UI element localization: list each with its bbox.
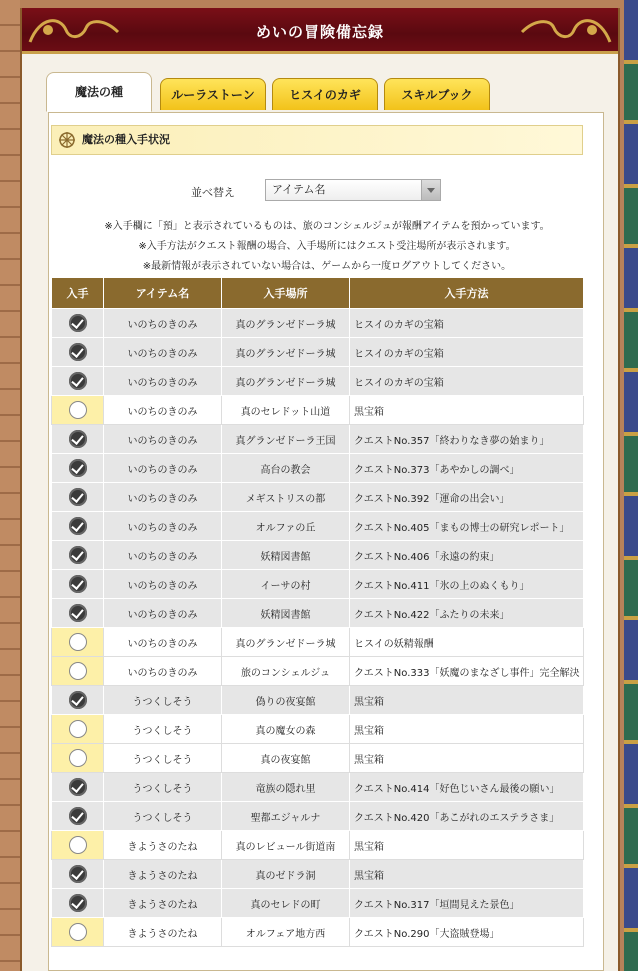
item-cell: いのちのきのみ [104,425,222,454]
place-cell: 聖都エジャルナ [222,802,350,831]
item-cell: いのちのきのみ [104,367,222,396]
tab-magic-seeds[interactable]: 魔法の種 [46,72,152,112]
item-cell: うつくしそう [104,715,222,744]
place-cell: 妖精図書館 [222,599,350,628]
header-item: アイテム名 [104,278,222,309]
place-cell: 竜族の隠れ里 [222,773,350,802]
table-row [52,918,584,947]
obtained-cell [52,628,104,657]
check-obtained-icon [69,894,87,912]
obtained-cell [52,918,104,947]
method-cell: 黒宝箱 [350,744,584,773]
method-cell: クエストNo.392「運命の出会い」 [350,483,584,512]
item-cell: きようさのたね [104,831,222,860]
sort-select[interactable] [265,179,441,201]
table-row [52,831,584,860]
item-cell: いのちのきのみ [104,309,222,338]
item-cell: うつくしそう [104,802,222,831]
table-row [52,309,584,338]
item-cell: いのちのきのみ [104,657,222,686]
place-cell: 妖精図書館 [222,541,350,570]
obtained-cell [52,570,104,599]
place-cell: 真のゼドラ洞 [222,860,350,889]
check-obtained-icon [69,372,87,390]
table-row [52,367,584,396]
check-obtained-icon [69,314,87,332]
check-obtained-icon [69,546,87,564]
table-row [52,396,584,425]
place-cell: 真の夜宴館 [222,744,350,773]
method-cell: クエストNo.290「大盗賊登場」 [350,918,584,947]
method-cell: クエストNo.414「好色じいさん最後の願い」 [350,773,584,802]
window-title: めいの冒険備忘録 [255,23,384,41]
table-row [52,802,584,831]
method-cell: クエストNo.406「永遠の約束」 [350,541,584,570]
ornament-right-icon [518,12,614,48]
empty-circle-icon [69,401,87,419]
place-cell: オルファの丘 [222,512,350,541]
item-cell: うつくしそう [104,744,222,773]
obtained-cell [52,541,104,570]
place-cell: 真の魔女の森 [222,715,350,744]
check-obtained-icon [69,488,87,506]
title-bar [22,8,618,54]
tab-bar [46,70,606,110]
check-obtained-icon [69,575,87,593]
check-obtained-icon [69,865,87,883]
check-obtained-icon [69,807,87,825]
table-row [52,860,584,889]
table-row [52,541,584,570]
item-cell: いのちのきのみ [104,599,222,628]
method-cell: クエストNo.333「妖魔のまなざし事件」完全解決 [350,657,584,686]
chevron-down-icon[interactable] [421,180,440,200]
obtained-cell [52,367,104,396]
table-row [52,715,584,744]
place-cell: 真のセレドの町 [222,889,350,918]
item-cell: いのちのきのみ [104,512,222,541]
method-cell: ヒスイのカギの宝箱 [350,367,584,396]
item-cell: きようさのたね [104,918,222,947]
empty-circle-icon [69,836,87,854]
table-row [52,599,584,628]
method-cell: クエストNo.317「垣間見えた景色」 [350,889,584,918]
sort-selected-value: アイテム名 [272,183,326,196]
table-row [52,889,584,918]
item-cell: うつくしそう [104,773,222,802]
obtained-cell [52,599,104,628]
header-obtained: 入手 [52,278,104,309]
place-cell: メギストリスの都 [222,483,350,512]
empty-circle-icon [69,720,87,738]
obtained-cell [52,773,104,802]
method-cell: 黒宝箱 [350,715,584,744]
sort-row [49,179,605,203]
method-cell: ヒスイのカギの宝箱 [350,309,584,338]
table-row [52,512,584,541]
method-cell: クエストNo.357「終わりなき夢の始まり」 [350,425,584,454]
method-cell: ヒスイの妖精報酬 [350,628,584,657]
obtained-cell [52,309,104,338]
note-line: ※最新情報が表示されていない場合は、ゲームから一度ログアウトしてください。 [142,261,512,272]
table-row [52,628,584,657]
section-heading-text: 魔法の種入手状況 [82,133,170,146]
place-cell: 真のグランゼドーラ城 [222,309,350,338]
method-cell: 黒宝箱 [350,686,584,715]
sort-label: 並べ替え [191,186,235,199]
left-wall-decoration [0,0,20,971]
item-cell: きようさのたね [104,889,222,918]
section-heading [51,125,583,155]
place-cell: 真のグランゼドーラ城 [222,628,350,657]
check-obtained-icon [69,343,87,361]
notes [49,217,605,277]
right-side-panel [624,0,638,971]
place-cell: 真のセレドット山道 [222,396,350,425]
table-row [52,454,584,483]
empty-circle-icon [69,662,87,680]
content-area [38,70,604,971]
check-obtained-icon [69,517,87,535]
obtained-cell [52,338,104,367]
place-cell: オルフェア地方西 [222,918,350,947]
item-cell: いのちのきのみ [104,396,222,425]
header-method: 入手方法 [350,278,584,309]
compass-icon [58,131,76,149]
check-obtained-icon [69,604,87,622]
obtained-cell [52,425,104,454]
tab-skill-book[interactable]: スキルブック [384,78,490,110]
obtained-cell [52,657,104,686]
place-cell: イーサの村 [222,570,350,599]
item-cell: きようさのたね [104,860,222,889]
item-cell: いのちのきのみ [104,628,222,657]
method-cell: クエストNo.373「あやかしの調べ」 [350,454,584,483]
table-row [52,425,584,454]
table-row [52,483,584,512]
empty-circle-icon [69,633,87,651]
obtained-cell [52,802,104,831]
item-cell: いのちのきのみ [104,454,222,483]
tab-rura-stone[interactable]: ルーラストーン [160,78,266,110]
items-table [51,277,584,947]
item-cell: うつくしそう [104,686,222,715]
method-cell: クエストNo.405「まもの博士の研究レポート」 [350,512,584,541]
note-line: ※入手欄に「預」と表示されているものは、旅のコンシェルジュが報酬アイテムを預かっています。 [104,221,550,232]
item-cell: いのちのきのみ [104,541,222,570]
obtained-cell [52,512,104,541]
method-cell: クエストNo.420「あこがれのエステラさま」 [350,802,584,831]
table-row [52,338,584,367]
table-row [52,744,584,773]
empty-circle-icon [69,923,87,941]
place-cell: 真グランゼドーラ王国 [222,425,350,454]
obtained-cell [52,889,104,918]
check-obtained-icon [69,430,87,448]
table-row [52,657,584,686]
item-cell: いのちのきのみ [104,570,222,599]
place-cell: 高台の教会 [222,454,350,483]
method-cell: 黒宝箱 [350,860,584,889]
obtained-cell [52,686,104,715]
item-cell: いのちのきのみ [104,483,222,512]
table-header-row [52,278,584,309]
place-cell: 真のグランゼドーラ城 [222,338,350,367]
header-place: 入手場所 [222,278,350,309]
obtained-cell [52,744,104,773]
check-obtained-icon [69,778,87,796]
item-cell: いのちのきのみ [104,338,222,367]
place-cell: 真のレビュール街道南 [222,831,350,860]
place-cell: 偽りの夜宴館 [222,686,350,715]
tab-panel [48,112,604,971]
method-cell: 黒宝箱 [350,396,584,425]
place-cell: 真のグランゼドーラ城 [222,367,350,396]
obtained-cell [52,483,104,512]
check-obtained-icon [69,691,87,709]
place-cell: 旅のコンシェルジュ [222,657,350,686]
table-row [52,686,584,715]
method-cell: ヒスイのカギの宝箱 [350,338,584,367]
obtained-cell [52,860,104,889]
method-cell: クエストNo.422「ふたりの未来」 [350,599,584,628]
check-obtained-icon [69,459,87,477]
table-row [52,570,584,599]
table-body [52,309,584,947]
obtained-cell [52,454,104,483]
empty-circle-icon [69,749,87,767]
main-frame [20,8,620,971]
tab-hisui-key[interactable]: ヒスイのカギ [272,78,378,110]
table-row [52,773,584,802]
obtained-cell [52,831,104,860]
method-cell: クエストNo.411「氷の上のぬくもり」 [350,570,584,599]
obtained-cell [52,715,104,744]
obtained-cell [52,396,104,425]
note-line: ※入手方法がクエスト報酬の場合、入手場所にはクエスト受注場所が表示されます。 [138,241,516,252]
method-cell: 黒宝箱 [350,831,584,860]
